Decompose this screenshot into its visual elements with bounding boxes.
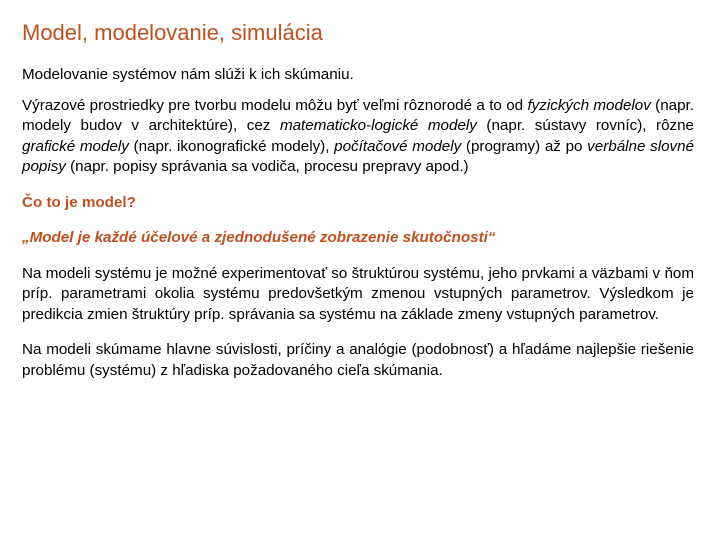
experiment-paragraph: Na modeli systému je možné experimentovať so štruktúrou systému, jeho prvkami a väzbami v ňom príp. parametrami okolia systému predovšetkým zmenou vstupných parametrov. Výsledkom je predikcia zmien štruktúry príp. správania sa systému na základe zmeny vstupných parametrov. (22, 264, 694, 323)
paragraph1-italic-verbal-descriptions: verbálne slovné popisy (22, 137, 695, 175)
paragraph1-italic-math-logic-models: matematicko-logické modely (279, 117, 477, 134)
paragraph1-italic-graphic-models: grafické modely (22, 137, 129, 155)
paragraph1-text-5: (programy) až po (461, 137, 588, 155)
paragraph1-text-6: (napr. popisy správania sa vodiča, procesu prepravy apod.) (65, 158, 469, 175)
intro-paragraph: Modelovanie systémov nám slúži k ich skúmaniu. (22, 66, 354, 83)
paragraph1-text-2: (napr. modely budov v architektúre), cez (22, 96, 694, 134)
paragraph1-text-4: (napr. ikonografické modely), (128, 137, 335, 155)
paragraph1-italic-computer-models: počítačové modely (334, 137, 462, 155)
expression-means-paragraph (22, 96, 694, 178)
slide (22, 18, 694, 381)
page-title: Model, modelovanie, simulácia (22, 20, 323, 45)
paragraph1-text-1: Výrazové prostriedky pre tvorbu modelu môžu byť veľmi rôznorodé a to od (22, 96, 528, 114)
question-heading: Čo to je model? (22, 193, 136, 211)
paragraph1-text-3: (napr. sústavy rovníc), rôzne (476, 117, 695, 134)
model-definition: „Model je každé účelové a zjednodušené zobrazenie skutočnosti“ (22, 229, 496, 246)
research-paragraph: Na modeli skúmame hlavne súvislosti, príčiny a analógie (podobnosť) a hľadáme najlepšie riešenie problému (systému) z hľadiska požadovaného cieľa skúmania. (22, 341, 694, 379)
paragraph1-italic-physical-models: fyzických modelov (527, 96, 651, 114)
